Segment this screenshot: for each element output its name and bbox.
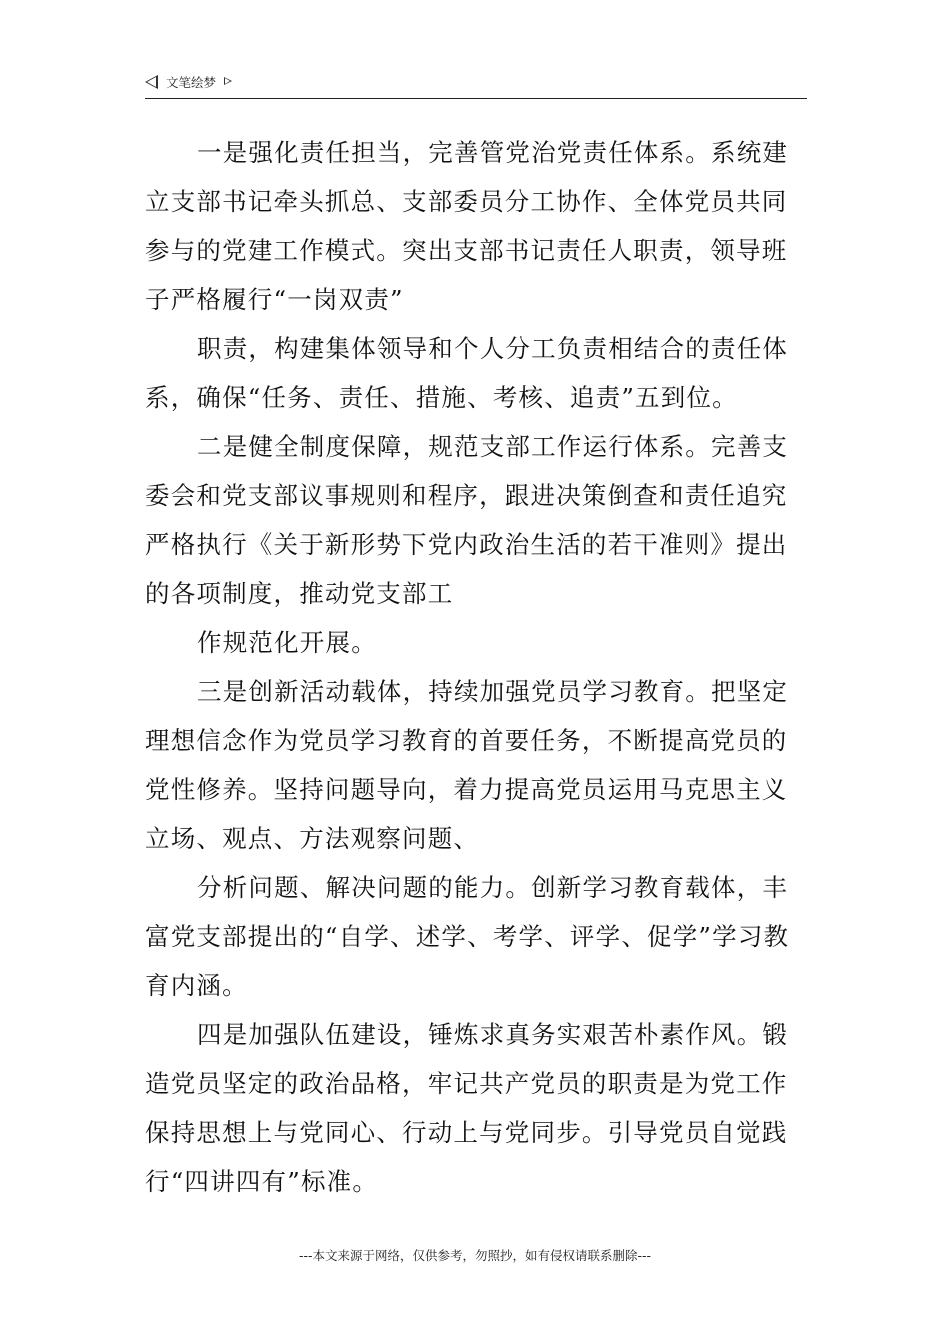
paragraph: 二是健全制度保障，规范支部工作运行体系。完善支委会和党支部议事规则和程序，跟进决策倒查和责任追究严格执行《关于新形势下党内政治生活的若干准则》提出的各项制度，推动党支部工 [145,432,789,608]
paragraph: 一是强化责任担当，完善管党治党责任体系。系统建立支部书记牵头抓总、支部委员分工协作、全体党员共同参与的党建工作模式。突出支部书记责任人职责，领导班子严格履行“一岗双责” [145,138,789,314]
triangle-right-icon [224,77,232,85]
paragraph: 四是加强队伍建设，锤炼求真务实艰苦朴素作风。锻造党员坚定的政治品格，牢记共产党员的职责是为党工作保持思想上与党同心、行动上与党同步。引导党员自觉践行“四讲四有”标准。 [145,1020,789,1196]
paragraph: 职责，构建集体领导和个人分工负责相结合的责任体系，确保“任务、责任、措施、考核、追责”五到位。 [145,334,789,412]
paragraph: 分析问题、解决问题的能力。创新学习教育载体，丰富党支部提出的“自学、述学、考学、评学、促学”学习教育内涵。 [145,873,790,1000]
page-header [145,72,807,99]
header-brand: 文笔绘梦 [166,75,217,90]
paragraph: 作规范化开展。 [197,628,377,657]
paragraph: 三是创新活动载体，持续加强党员学习教育。把坚定理想信念作为党员学习教育的首要任务，不断提高党员的党性修养。坚持问题导向，着力提高党员运用马克思主义立场、观点、方法观察问题、 [145,677,789,853]
page-footer-notice: ---本文来源于网络，仅供参考，勿照抄，如有侵权请联系删除--- [298,1248,652,1263]
document-body [145,128,807,1206]
triangle-left-icon [145,75,158,89]
